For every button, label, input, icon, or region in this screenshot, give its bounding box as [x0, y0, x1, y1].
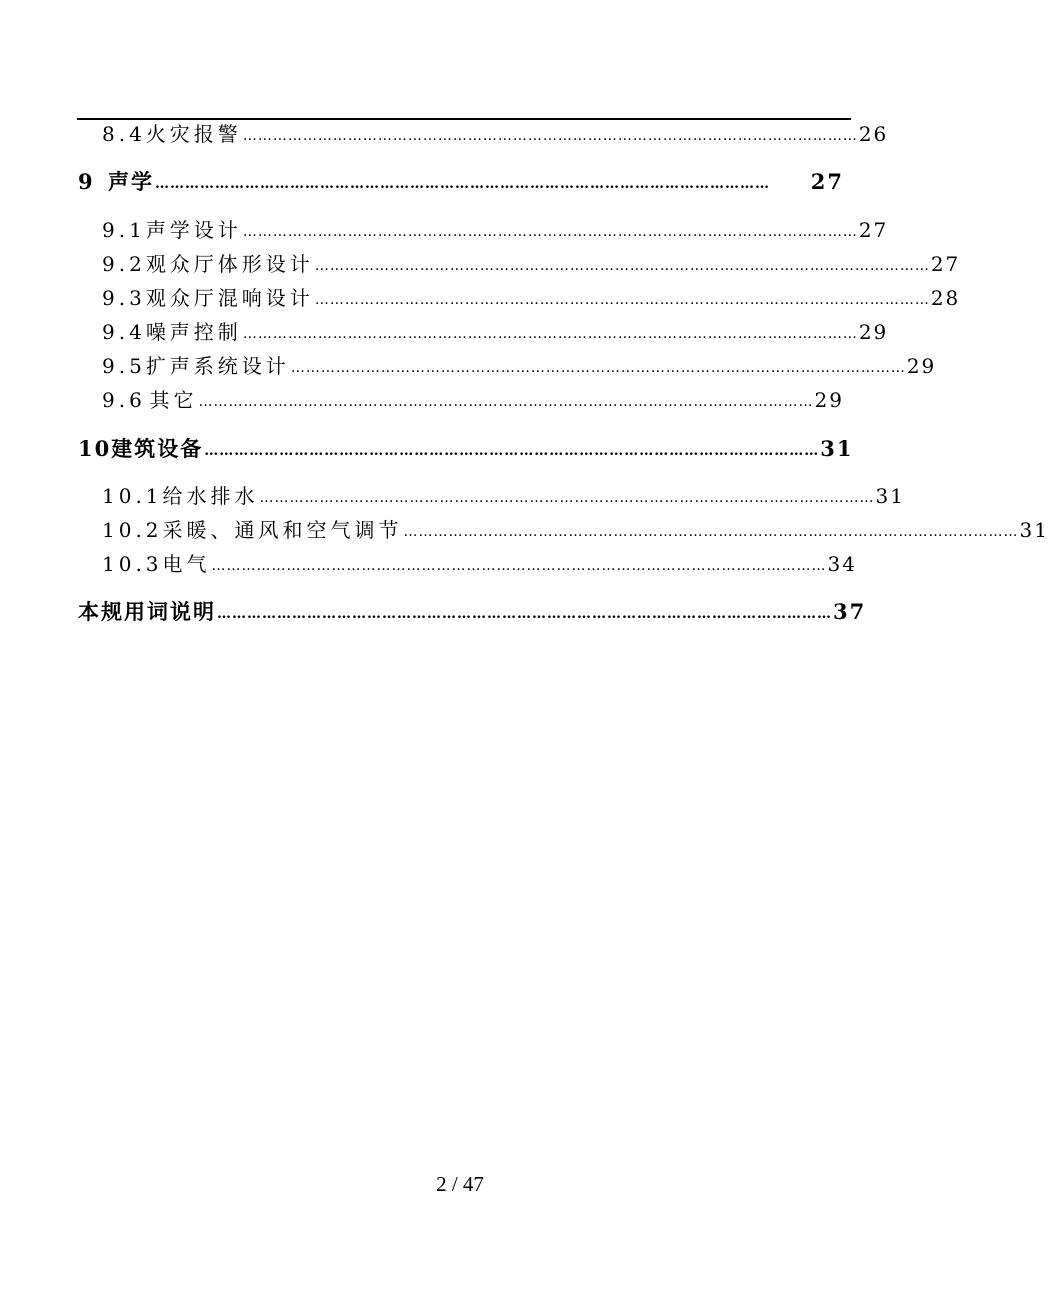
toc-entry-page: 31	[820, 436, 854, 461]
toc-entry-number: 10	[78, 436, 112, 461]
toc-entry-title: 观众厅体形设计	[145, 252, 314, 276]
toc-entry-title: 给水排水	[162, 484, 259, 508]
toc-entry-9[interactable]	[78, 171, 842, 192]
toc-entry-page: 27	[810, 169, 844, 194]
toc-entry-title: 观众厅混响设计	[145, 286, 314, 310]
toc-entry-9-6[interactable]	[102, 390, 842, 410]
toc-entry-8-4[interactable]	[102, 122, 889, 146]
toc-entry-title: 火灾报警	[145, 122, 242, 146]
toc-leader-dots: ……………………………………………………………………………………………………………	[242, 326, 858, 342]
toc-entry-10-2[interactable]	[102, 518, 1049, 542]
toc-entry-number: 9.3	[102, 286, 146, 310]
toc-entry-page: 31	[1019, 518, 1049, 542]
toc-entry-9-1[interactable]	[102, 218, 889, 242]
toc-entry-title: 采暖、通风和空气调节	[162, 518, 403, 542]
toc-entry-title: 建筑设备	[111, 436, 204, 461]
toc-entry-10-3[interactable]	[102, 552, 857, 576]
toc-leader-dots: ……………………………………………………………………………………………………………	[403, 524, 1019, 540]
toc-entry-page: 29	[814, 388, 844, 412]
toc-entry-title: 电气	[162, 552, 211, 576]
toc-leader-dots: ……………………………………………………………………………………………………………	[259, 490, 875, 506]
toc-entry-page: 28	[930, 286, 961, 310]
toc-leader-dots: ……………………………………………………………………………………………………………	[314, 258, 930, 274]
toc-entry-page: 29	[906, 354, 937, 378]
toc-entry-page: 37	[833, 599, 867, 624]
toc-entry-number: 8.4	[102, 122, 146, 146]
toc-entry-page: 34	[827, 552, 857, 576]
toc-entry-number: 9.6	[102, 388, 146, 412]
toc-entry-9-5[interactable]	[102, 354, 937, 378]
toc-leader-dots: ……………………………………………………………………………………………………………	[155, 176, 770, 192]
toc-entry-9-3[interactable]	[102, 286, 961, 310]
toc-entry-number: 9.4	[102, 320, 146, 344]
toc-leader-dots: ……………………………………………………………………………………………………………	[290, 360, 906, 376]
toc-leader-dots: ……………………………………………………………………………………………………………	[314, 292, 930, 308]
toc-entry-9-2[interactable]	[102, 252, 961, 276]
toc-entry-number: 9	[78, 169, 95, 194]
toc-leader-dots: ……………………………………………………………………………………………………………	[242, 128, 858, 144]
toc-entry-9-4[interactable]	[102, 320, 889, 344]
toc-entry-title: 本规用词说明	[78, 599, 216, 624]
toc-entry-title: 声学	[108, 169, 154, 194]
toc-entry-page: 31	[875, 484, 905, 508]
toc-entry-terms[interactable]	[78, 599, 867, 624]
toc-leader-dots: ……………………………………………………………………………………………………………	[198, 394, 814, 410]
toc-entry-10-1[interactable]	[102, 484, 905, 508]
toc-entry-page: 27	[858, 218, 889, 242]
toc-entry-title: 噪声控制	[145, 320, 242, 344]
toc-entry-number: 9.2	[102, 252, 146, 276]
toc-entry-page: 29	[858, 320, 889, 344]
toc-entry-page: 26	[858, 122, 889, 146]
toc-entry-title: 声学设计	[145, 218, 242, 242]
toc-leader-dots: ……………………………………………………………………………………………………………	[211, 558, 827, 574]
toc-entry-page: 27	[930, 252, 961, 276]
toc-leader-dots: ……………………………………………………………………………………………………………	[204, 443, 820, 459]
toc-entry-10[interactable]	[78, 436, 854, 461]
toc-entry-number: 9.5	[102, 354, 146, 378]
toc-entry-number: 10.2	[102, 518, 163, 542]
toc-entry-number: 10.3	[102, 552, 163, 576]
page-number: 2 / 47	[436, 1172, 484, 1196]
toc-entry-title: 其它	[149, 388, 198, 412]
toc-leader-dots: ……………………………………………………………………………………………………………	[242, 224, 858, 240]
toc-leader-dots: ……………………………………………………………………………………………………………	[217, 606, 832, 622]
toc-entry-number: 9.1	[102, 218, 146, 242]
toc-entry-number: 10.1	[102, 484, 163, 508]
toc-entry-title: 扩声系统设计	[145, 354, 290, 378]
